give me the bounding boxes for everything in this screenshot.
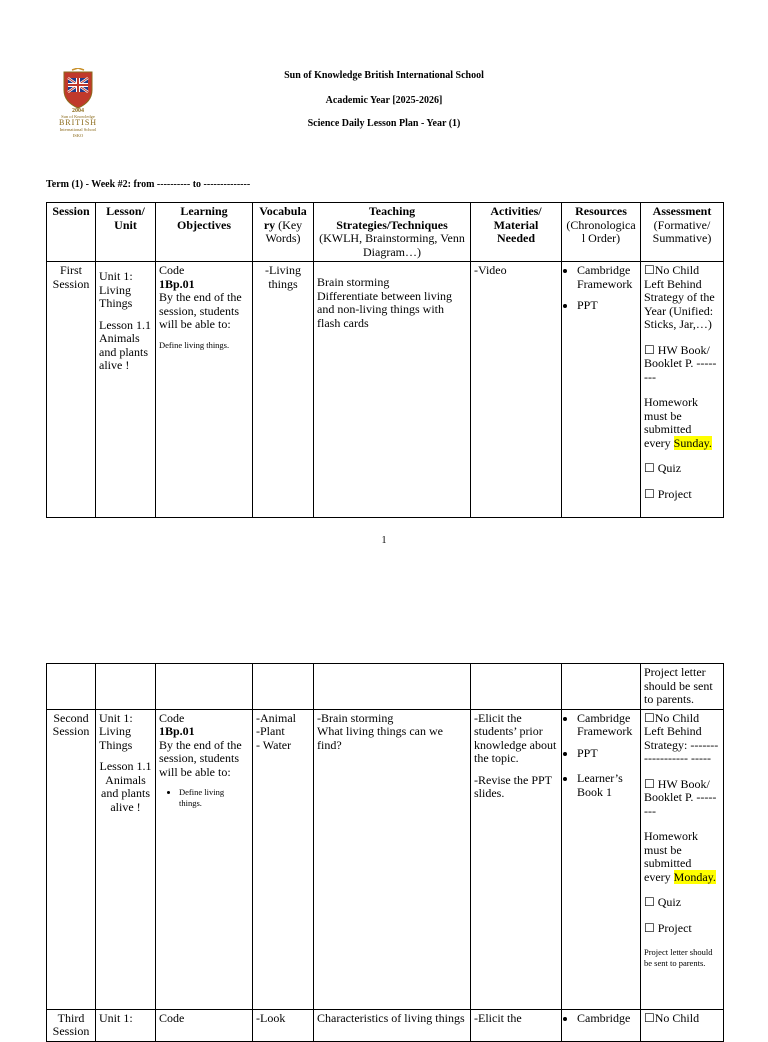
vocabulary-cell: -Animal -Plant - Water xyxy=(253,709,314,1009)
logo-foot-text: ISKO xyxy=(72,133,84,138)
lesson-unit-cell: Unit 1: xyxy=(96,1009,156,1041)
table-row xyxy=(47,709,724,1009)
strategies-cell: -Brain storming What living things can we find? xyxy=(314,709,471,1009)
quiz-checkbox[interactable]: ☐ Quiz xyxy=(644,895,682,909)
quiz-checkbox[interactable]: ☐ Quiz xyxy=(644,461,682,475)
homework-day-highlight: Sunday. xyxy=(673,435,712,450)
activities-cell: -Video xyxy=(471,262,562,518)
header-activities: Activities/ Material Needed xyxy=(471,203,562,262)
logo-international-text: International School xyxy=(59,127,97,132)
academic-year: Academic Year [2025-2026] xyxy=(325,95,443,106)
project-letter-note: Project letter should be sent to parents. xyxy=(641,664,724,710)
school-name: Sun of Knowledge British International School xyxy=(284,70,484,81)
table-row-continued xyxy=(47,664,724,710)
strategies-cell: Characteristics of living things xyxy=(314,1009,471,1041)
objectives-cell: Code xyxy=(156,1009,253,1041)
assessment-cell: ☐No Child Left Behind Strategy: ------------------ ----- ☐ HW Book/ Booklet P. -------- Homework must be submitted every Monday. ☐ Quiz ☐ Project Project letter should be sent to parents. xyxy=(641,709,724,1009)
header-objectives: Learning Objectives xyxy=(156,203,253,262)
lesson-unit-cell: Unit 1: Living Things Lesson 1.1 Animals and plants alive ! xyxy=(96,709,156,1009)
objectives-cell: Code 1Bp.01 By the end of the session, students will be able to: • Define living things. xyxy=(156,709,253,1009)
project-checkbox[interactable]: ☐ Project xyxy=(644,486,692,501)
assessment-cell: ☐No Child Left Behind Strategy of the Year (Unified: Sticks, Jar,…) ☐ HW Book/ Booklet P. -------- Homework must be submitted every Sunday. ☐ Quiz ☐ Project xyxy=(641,262,724,518)
table-row xyxy=(47,1009,724,1041)
resources-cell: • Cambridge xyxy=(562,1009,641,1041)
table-header-row xyxy=(47,203,724,262)
logo-year: 2004 xyxy=(72,108,84,114)
session-cell: Third Session xyxy=(47,1009,96,1041)
lesson-plan-table-page-1 xyxy=(46,202,724,518)
table-row xyxy=(47,262,724,518)
project-checkbox[interactable]: ☐ Project xyxy=(644,920,692,935)
lesson-unit-cell: Unit 1: Living Things Lesson 1.1 Animals and plants alive ! xyxy=(96,262,156,518)
resources-cell: • Cambridge Framework • PPT • Learner’s Book 1 xyxy=(562,709,641,1009)
homework-day-highlight: Monday. xyxy=(673,869,716,884)
logo-british-text: BRITISH xyxy=(58,118,98,127)
logo-sun-text: Sun of Knowledge xyxy=(61,114,95,119)
header-assessment: Assessment (Formative/ Summative) xyxy=(641,203,724,262)
resources-cell: • Cambridge Framework • PPT xyxy=(562,262,641,518)
assessment-cell: ☐No Child xyxy=(641,1009,724,1041)
objectives-cell: Code 1Bp.01 By the end of the session, students will be able to: Define living things. xyxy=(156,262,253,518)
header-lesson-unit: Lesson/ Unit xyxy=(96,203,156,262)
header-strategies: Teaching Strategies/Techniques (KWLH, Brainstorming, Venn Diagram…) xyxy=(314,203,471,262)
plan-title: Science Daily Lesson Plan - Year (1) xyxy=(307,118,461,129)
header-session: Session xyxy=(47,203,96,262)
header-vocabulary: Vocabula ry (Key Words) xyxy=(253,203,314,262)
term-line: Term (1) - Week #2: from ---------- to -------------- xyxy=(46,179,251,190)
activities-cell: -Elicit the xyxy=(471,1009,562,1041)
page-number: 1 xyxy=(381,535,387,546)
strategies-cell: Brain storming Differentiate between living and non-living things with flash cards xyxy=(314,262,471,518)
vocabulary-cell: -Living things xyxy=(253,262,314,518)
vocabulary-cell: -Look xyxy=(253,1009,314,1041)
lesson-plan-table-page-2 xyxy=(46,663,724,1042)
session-cell: Second Session xyxy=(47,709,96,1009)
session-cell: First Session xyxy=(47,262,96,518)
header-resources: Resources (Chronologica l Order) xyxy=(562,203,641,262)
activities-cell: -Elicit the students’ prior knowledge about the topic. -Revise the PPT slides. xyxy=(471,709,562,1009)
